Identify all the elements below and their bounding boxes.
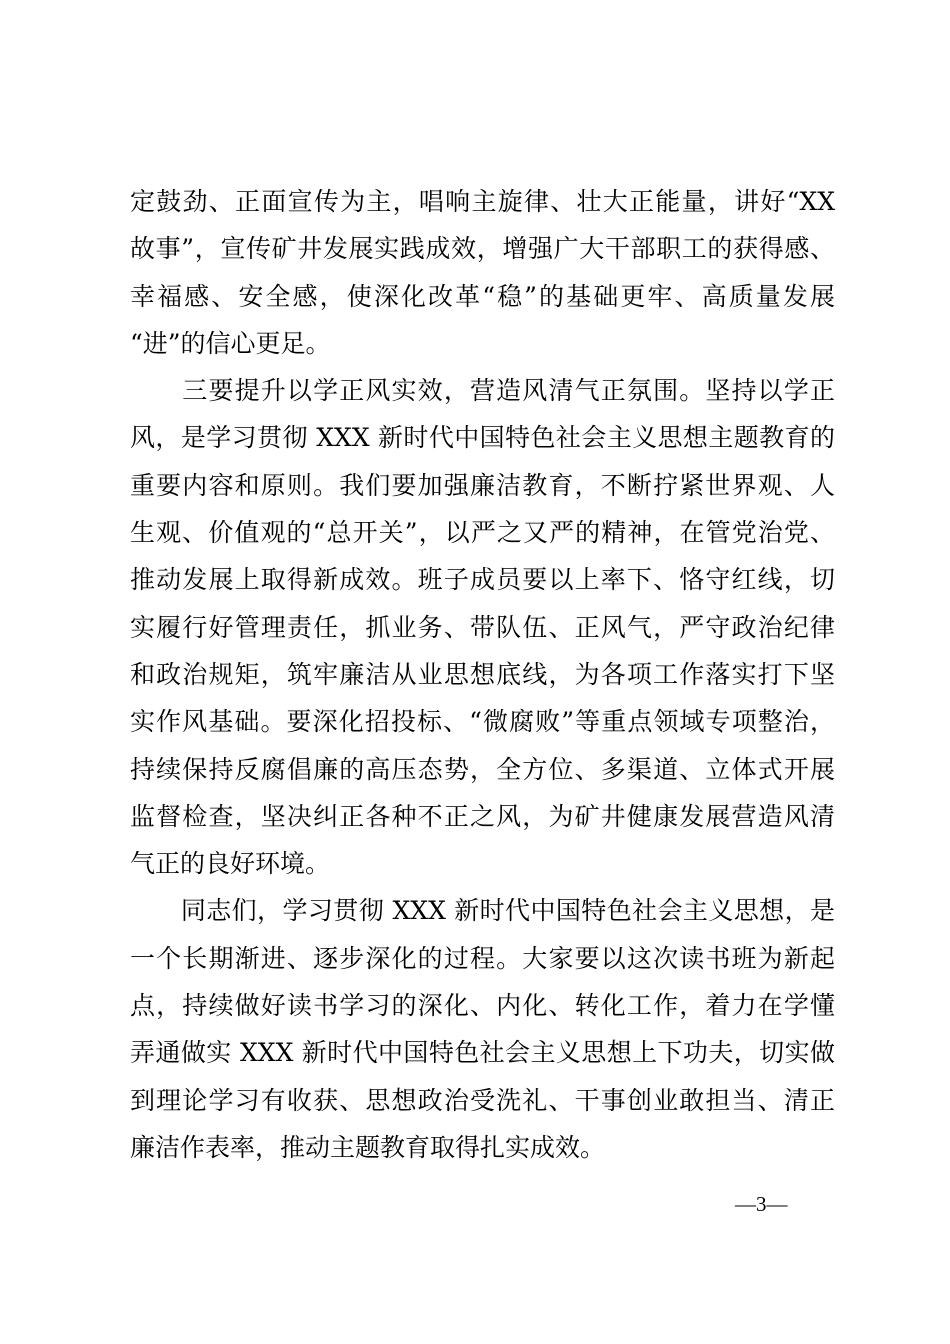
text-line: 定鼓劲、正面宣传为主，唱响主旋律、壮大正能量，讲好“XX [130,187,835,216]
text-line: 推动发展上取得新成效。班子成员要以上率下、恪守红线，切 [130,565,835,595]
text-line: 到理论学习有收获、思想政治受洗礼、干事创业敢担当、清正 [130,1085,835,1115]
text-line: 重要内容和原则。我们要加强廉洁教育，不断拧紧世界观、人 [130,470,835,500]
text-line: 幸福感、安全感，使深化改革“稳”的基础更牢、高质量发展 [130,281,835,311]
text-line: 和政治规矩，筑牢廉洁从业思想底线，为各项工作落实打下坚 [130,659,835,689]
text-line: 一个长期渐进、逐步深化的过程。大家要以这次读书班为新起 [130,943,835,973]
text-line: 同志们，学习贯彻 XXX 新时代中国特色社会主义思想，是 [130,896,835,926]
text-line: 持续保持反腐倡廉的高压态势，全方位、多渠道、立体式开展 [130,754,835,784]
text-line: 风，是学习贯彻 XXX 新时代中国特色社会主义思想主题教育的 [130,423,835,453]
paragraph-conclusion [130,887,835,1171]
text-line: 故事”，宣传矿井发展实践成效，增强广大干部职工的获得感、 [130,234,835,264]
text-line: 三要提升以学正风实效，营造风清气正氛围。坚持以学正 [130,376,835,406]
text-line: 廉洁作表率，推动主题教育取得扎实成效。 [130,1132,606,1162]
paragraph-propaganda [130,178,835,367]
text-line: 弄通做实 XXX 新时代中国特色社会主义思想上下功夫，切实做 [130,1038,835,1068]
text-line: 监督检查，坚决纠正各种不正之风，为矿井健康发展营造风清 [130,801,835,831]
text-line: 生观、价值观的“总开关”，以严之又严的精神，在管党治党、 [130,518,835,548]
text-line: “进”的信心更足。 [130,328,331,358]
page-number: —3— [735,1192,788,1216]
text-line: 实作风基础。要深化招投标、“微腐败”等重点领域专项整治， [130,707,835,737]
text-line: 点，持续做好读书学习的深化、内化、转化工作，着力在学懂 [130,991,835,1021]
text-line: 实履行好管理责任，抓业务、带队伍、正风气，严守政治纪律 [130,612,835,642]
paragraph-integrity [130,367,835,887]
body-text [130,178,835,1171]
text-line: 气正的良好环境。 [130,849,331,879]
